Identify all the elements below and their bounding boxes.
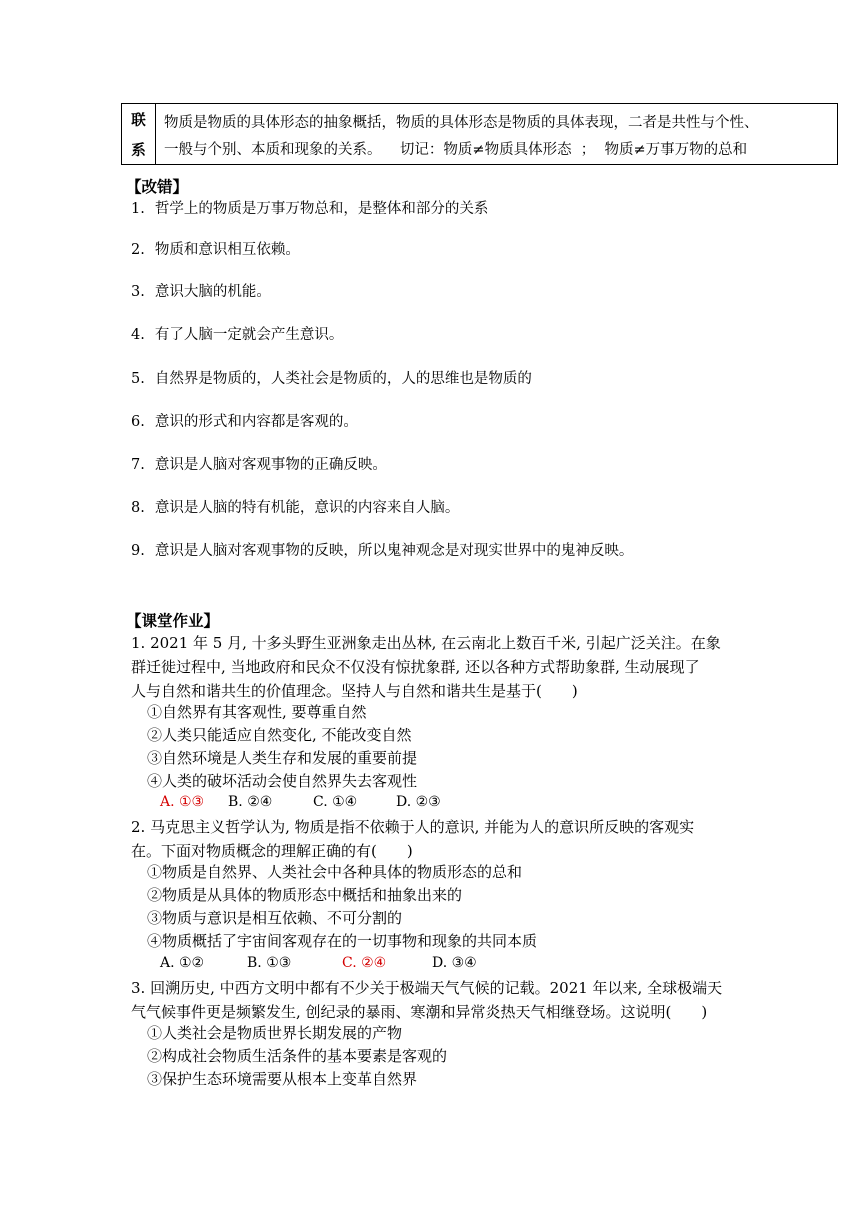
gaicuo-item-9 (131, 539, 633, 560)
question-1-option-3: ③自然环境是人类生存和发展的重要前提 (147, 749, 418, 767)
question-1-answer-c: C. ①④ (313, 794, 358, 810)
lianxi-label (122, 104, 156, 164)
gaicuo-item-number: 3. (131, 284, 145, 300)
question-3-line-1: 3. 回溯历史, 中西方文明中都有不少关于极端天气气候的记载。2021 年以来, 全球极端天 (131, 979, 723, 997)
gaicuo-item-number: 7. (131, 457, 145, 473)
lianxi-line-2: 一般与个别、本质和现象的关系。 切记：物质≠物质具体形态 ； 物质≠万事万物的总和 (164, 142, 748, 158)
lianxi-table (121, 103, 838, 165)
question-1-line-1: 1. 2021 年 5 月, 十多头野生亚洲象走出丛林, 在云南北上数百千米, 引起广泛关注。在象 (131, 634, 721, 652)
gaicuo-item-text: 意识是人脑的特有机能，意识的内容来自人脑。 (154, 500, 460, 516)
question-2-answer-c: C. ②④ (342, 955, 387, 971)
lianxi-line-1: 物质是物质的具体形态的抽象概括，物质的具体形态是物质的具体表现，二者是共性与个性、 (164, 115, 759, 131)
gaicuo-item-number: 2. (131, 242, 145, 258)
ketang-heading: 【课堂作业】 (126, 611, 220, 630)
gaicuo-item-number: 1. (131, 201, 145, 217)
question-2-option-4: ④物质概括了宇宙间客观存在的一切事物和现象的共同本质 (147, 932, 538, 950)
gaicuo-item-number: 9. (131, 543, 145, 559)
question-3-option-2: ②构成社会物质生活条件的基本要素是客观的 (147, 1047, 448, 1065)
gaicuo-item-4 (131, 323, 343, 344)
gaicuo-item-text: 意识的形式和内容都是客观的。 (154, 414, 358, 430)
question-2-line-1: 2. 马克思主义哲学认为, 物质是指不依赖于人的意识, 并能为人的意识所反映的客观实 (131, 818, 695, 836)
question-3-line-2: 气气候事件更是频繁发生, 创纪录的暴雨、寒潮和异常炎热天气相继登场。这说明( ) (131, 1003, 708, 1021)
gaicuo-item-number: 4. (131, 327, 145, 343)
gaicuo-item-number: 8. (131, 500, 145, 516)
gaicuo-item-text: 意识大脑的机能。 (154, 284, 271, 300)
gaicuo-item-number: 6. (131, 414, 145, 430)
question-2-option-3: ③物质与意识是相互依赖、不可分割的 (147, 909, 403, 927)
gaicuo-item-6 (131, 410, 358, 431)
gaicuo-item-8 (131, 496, 459, 517)
gaicuo-heading: 【改错】 (126, 177, 189, 196)
question-1-answer-d: D. ②③ (396, 794, 441, 810)
question-1-answer-b: B. ②④ (228, 794, 273, 810)
question-2-answer-a: A. ①② (160, 955, 205, 971)
gaicuo-item-text: 哲学上的物质是万事万物总和，是整体和部分的关系 (154, 201, 489, 217)
gaicuo-item-2 (131, 238, 300, 259)
question-2-answer-b: B. ①③ (247, 955, 292, 971)
question-1-option-2: ②人类只能适应自然变化, 不能改变自然 (147, 726, 412, 744)
lianxi-label-char-2: 系 (131, 141, 146, 159)
question-1-line-2: 群迁徙过程中, 当地政府和民众不仅没有惊扰象群, 还以各种方式帮助象群, 生动展现了 (131, 658, 700, 676)
question-2-line-2: 在。下面对物质概念的理解正确的有( ) (131, 842, 413, 860)
question-3-option-3: ③保护生态环境需要从根本上变革自然界 (147, 1070, 418, 1088)
question-1-answer-a: A. ①③ (160, 794, 205, 810)
gaicuo-item-text: 意识是人脑对客观事物的正确反映。 (154, 457, 387, 473)
gaicuo-item-number: 5. (131, 371, 145, 387)
lianxi-content (156, 104, 837, 164)
question-3-option-1: ①人类社会是物质世界长期发展的产物 (147, 1024, 403, 1042)
gaicuo-item-text: 自然界是物质的，人类社会是物质的，人的思维也是物质的 (154, 371, 532, 387)
lianxi-label-char-1: 联 (131, 111, 146, 129)
gaicuo-item-text: 有了人脑一定就会产生意识。 (154, 327, 344, 343)
gaicuo-item-7 (131, 453, 387, 474)
gaicuo-item-1 (131, 197, 488, 218)
gaicuo-item-text: 意识是人脑对客观事物的反映，所以鬼神观念是对现实世界中的鬼神反映。 (154, 543, 634, 559)
gaicuo-item-3 (131, 280, 271, 301)
question-1-option-4: ④人类的破坏活动会使自然界失去客观性 (147, 772, 418, 790)
question-1-line-3: 人与自然和谐共生的价值理念。坚持人与自然和谐共生是基于( ) (131, 682, 578, 700)
gaicuo-item-5 (131, 367, 532, 388)
question-2-option-1: ①物质是自然界、人类社会中各种具体的物质形态的总和 (147, 863, 523, 881)
question-2-answer-d: D. ③④ (432, 955, 477, 971)
question-1-option-1: ①自然界有其客观性, 要尊重自然 (147, 703, 367, 721)
question-2-option-2: ②物质是从具体的物质形态中概括和抽象出来的 (147, 886, 463, 904)
gaicuo-item-text: 物质和意识相互依赖。 (154, 242, 300, 258)
